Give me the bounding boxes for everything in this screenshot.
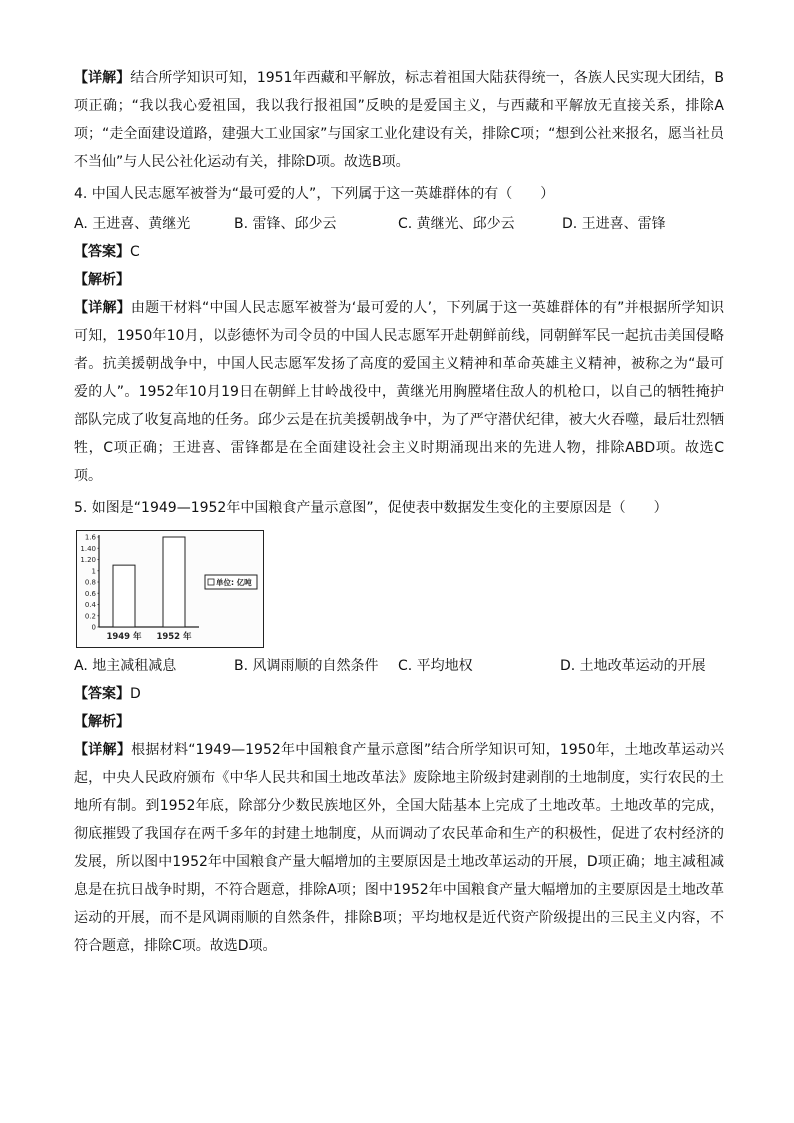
q5-option-a: A. 地主减租减息 xyxy=(74,658,177,674)
q5-option-d: D. 土地改革运动的开展 xyxy=(560,658,706,674)
q4-detail xyxy=(74,294,724,490)
q5-detail-text: 根据材料“1949—1952年中国粮食产量示意图”结合所学知识可知，1950年，土地改革运动兴起，中央人民政府颁布《中华人民共和国土地改革法》废除地主阶级封建剥削的土地制度，实行农民的土地所有制。到1952年底，除部分少数民族地区外，全国大陆基本上完成了土地改革。土地改革的完成，彻底摧毁了我国存在两千多年的封建土地制度，从而调动了农民革命和生产的积极性，促进了农村经济的发展，所以图中1952年中国粮食产量大幅增加的主要原因是土地改革运动的开展，D项正确；地主减租减息是在抗日战争时期，不符合题意，排除A项；图中1952年中国粮食产量大幅增加的主要原因是土地改革运动的开展，而不是风调雨顺的自然条件，排除B项；平均地权是近代资产阶级提出的三民主义内容，不符合题意，排除C项。故选D项。 xyxy=(74,742,725,954)
q5-detail xyxy=(74,736,724,960)
q4-stem: 4. 中国人民志愿军被誉为“最可爱的人”，下列属于这一英雄群体的有（ ） xyxy=(74,186,555,202)
q3-detail xyxy=(74,64,724,176)
q4-answer xyxy=(74,238,724,266)
y-tick-label: 1 xyxy=(91,567,96,576)
q4-analysis-tag: 【解析】 xyxy=(74,272,130,288)
y-tick-label: 0.6 xyxy=(84,589,96,598)
q5-stem: 5. 如图是“1949—1952年中国粮食产量示意图”，促使表中数据发生变化的主要原因是（ ） xyxy=(74,500,668,516)
y-tick-label: 1.40 xyxy=(80,544,96,553)
grain-output-chart xyxy=(76,530,264,648)
q4-option-a: A. 王进喜、黄继光 xyxy=(74,216,191,232)
q3-detail-text: 结合所学知识可知，1951年西藏和平解放，标志着祖国大陆获得统一，各族人民实现大团结，B项正确；“我以我心爱祖国，我以我行报祖国”反映的是爱国主义，与西藏和平解放无直接关系，排除A项；“走全面建设道路，建强大工业国家”与国家工业化建设有关，排除C项；“想到公社来报名，愿当社员不当仙”与人民公社化运动有关，排除D项。故选B项。 xyxy=(74,70,725,170)
document-page xyxy=(74,64,724,960)
q4-option-b: B. 雷锋、邱少云 xyxy=(234,216,337,232)
answer-tag: 【答案】 xyxy=(74,686,130,702)
y-tick-label: 1.6 xyxy=(84,533,96,542)
x-tick-label: 1952 年 xyxy=(156,632,192,642)
q5-options xyxy=(74,652,724,680)
q4-answer-value: C xyxy=(130,244,140,260)
q4-option-c: C. 黄继光、邱少云 xyxy=(398,216,515,232)
legend-label: 单位: 亿吨 xyxy=(216,578,252,587)
q4-options xyxy=(74,210,724,238)
q4-option-d: D. 王进喜、雷锋 xyxy=(562,216,666,232)
x-tick-label: 1949 年 xyxy=(106,632,142,642)
q5-answer-value: D xyxy=(130,686,141,702)
legend-swatch xyxy=(208,579,214,585)
detail-tag: 【详解】 xyxy=(74,742,132,758)
q5-option-b: B. 风调雨顺的自然条件 xyxy=(234,658,379,674)
bar xyxy=(113,565,135,627)
detail-tag: 【详解】 xyxy=(74,300,131,316)
chart-svg xyxy=(77,531,263,647)
q5-answer xyxy=(74,680,724,708)
y-tick-label: 0.8 xyxy=(84,578,96,587)
detail-tag: 【详解】 xyxy=(74,70,131,86)
y-tick-label: 0 xyxy=(91,623,96,632)
y-tick-label: 0.4 xyxy=(84,601,96,609)
y-tick-label: 1.20 xyxy=(80,556,96,564)
q5-option-c: C. 平均地权 xyxy=(398,658,473,674)
y-tick-label: 0.2 xyxy=(84,612,96,621)
bar xyxy=(163,537,185,627)
answer-tag: 【答案】 xyxy=(74,244,130,260)
q5-analysis-tag: 【解析】 xyxy=(74,714,130,730)
q4-detail-text: 由题干材料“中国人民志愿军被誉为‘最可爱的人’，下列属于这一英雄群体的有”并根据所学知识可知，1950年10月，以彭德怀为司令员的中国人民志愿军开赴朝鲜前线，同朝鲜军民一起抗击美国侵略者。抗美援朝战争中，中国人民志愿军发扬了高度的爱国主义精神和革命英雄主义精神，被称之为“最可爱的人”。1952年10月19日在朝鲜上甘岭战役中，黄继光用胸膛堵住敌人的机枪口，以自己的牺牲掩护部队完成了收复高地的任务。邱少云是在抗美援朝战争中，为了严守潜伏纪律，被大火吞噬，最后壮烈牺牲，C项正确；王进喜、雷锋都是在全面建设社会主义时期涌现出来的先进人物，排除ABD项。故选C项。 xyxy=(74,300,725,484)
